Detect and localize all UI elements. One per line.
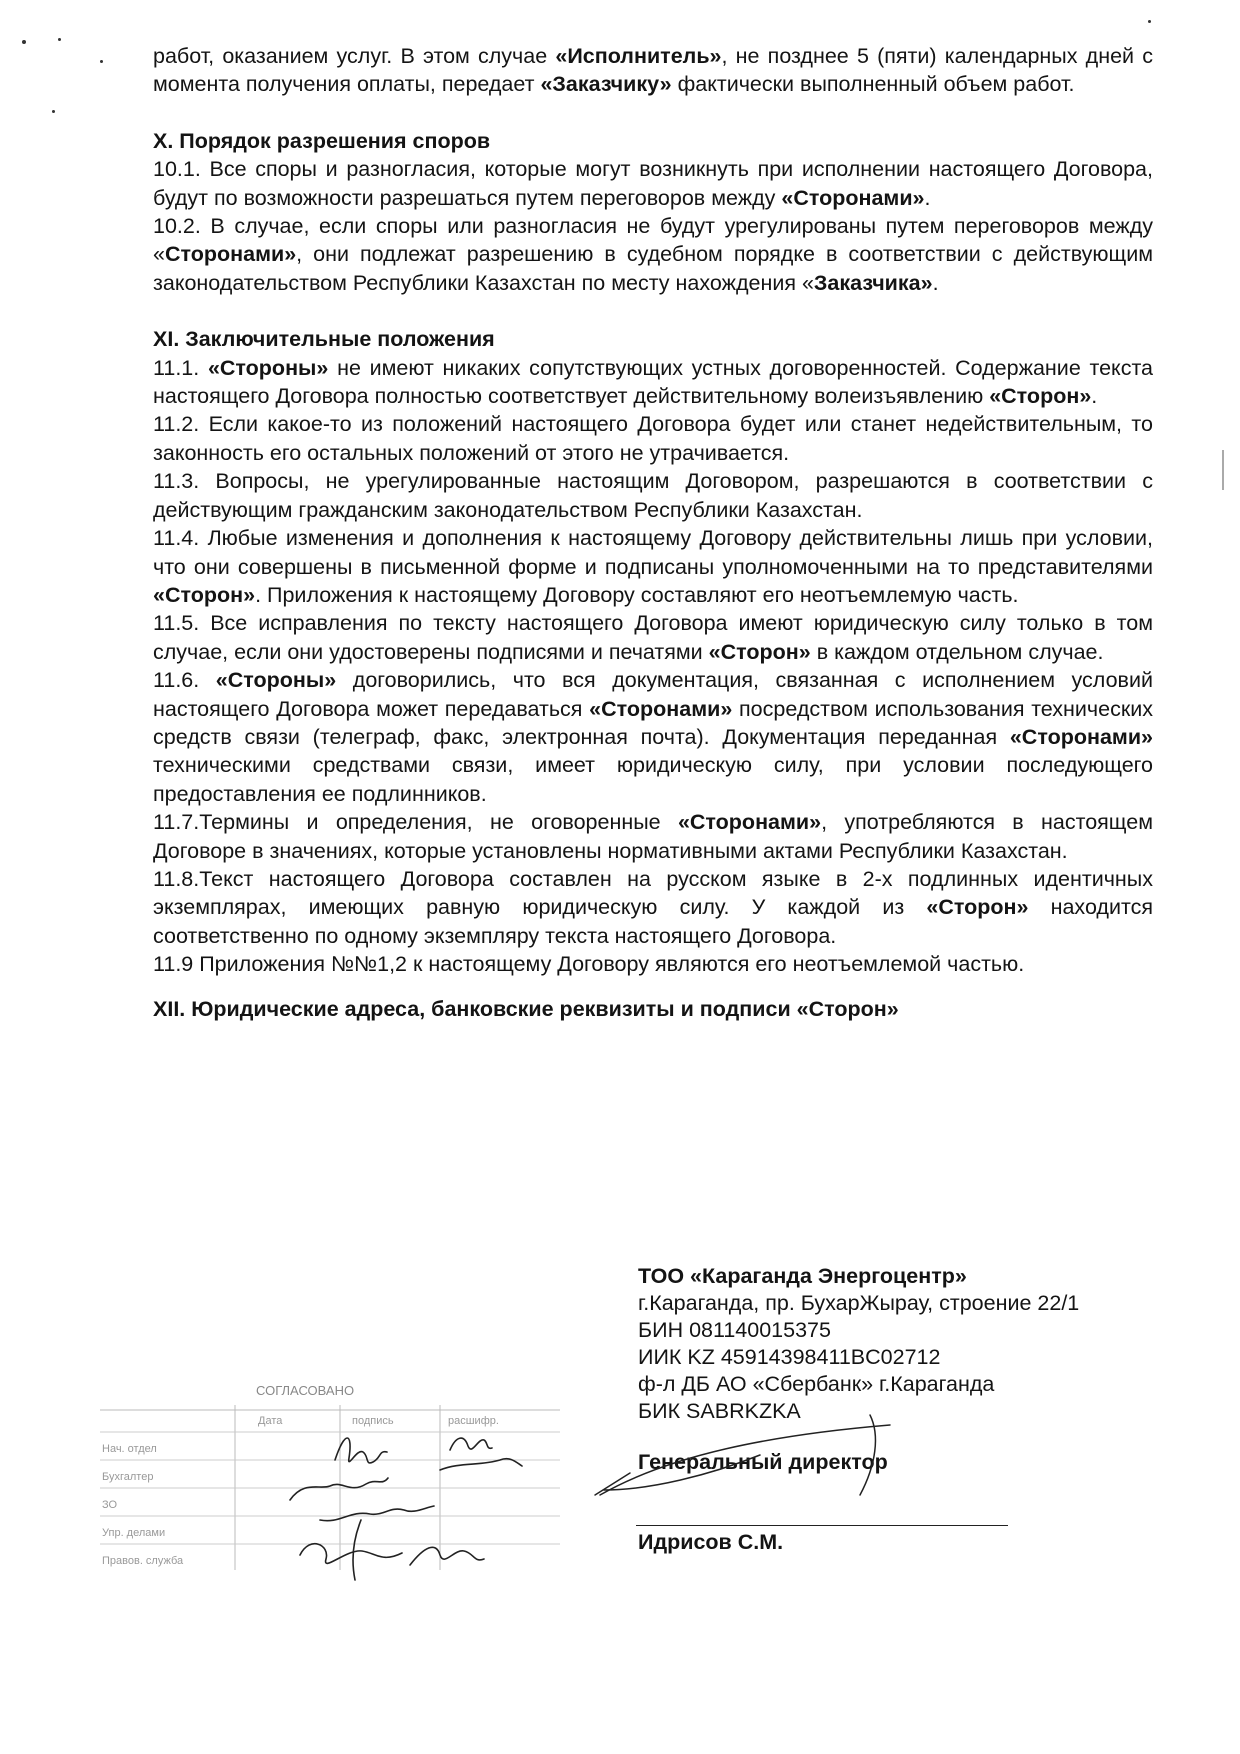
text-run: .	[1091, 384, 1098, 409]
text-run: 10.1. Все споры и разногласия, которые могут возникнуть при исполнении настоящего Договора, будут по возможности разрешаться путем переговоров между	[153, 157, 1153, 210]
stamp-row-5: Правов. служба	[102, 1555, 184, 1567]
stamp-title: СОГЛАСОВАНО	[256, 1383, 355, 1398]
paragraph-11-1	[153, 354, 1153, 411]
company-bik: БИК SABRKZKA	[638, 1399, 801, 1423]
director-signature	[590, 1395, 950, 1515]
bold-term: «Исполнитель»	[555, 44, 722, 68]
stamp-row-1: Нач. отдел	[102, 1443, 157, 1455]
paragraph-11-3	[153, 467, 1153, 524]
bold-term: «Сторон»	[708, 639, 811, 664]
scan-noise	[1222, 450, 1224, 490]
text-run: 11.6.	[153, 668, 216, 693]
scan-noise	[52, 110, 55, 113]
bold-term: «Сторонами»	[677, 810, 822, 835]
scan-noise	[58, 38, 61, 41]
paragraph-11-7	[153, 808, 1153, 865]
company-address: г.Караганда, пр. БухарЖырау, строение 22/1	[638, 1291, 1080, 1315]
stamp-col-name: расшифр.	[448, 1415, 499, 1427]
text-run: , употребляются в настоящем Договоре в значениях, которые установлены нормативными актами Республики Казахстан.	[153, 810, 1153, 863]
section-11-title: XI. Заключительные положения	[153, 327, 495, 352]
company-bin: БИН 081140015375	[638, 1318, 831, 1342]
text-run: находится соответственно по одному экземпляру текста настоящего Договора.	[153, 895, 1153, 948]
paragraph-11-4	[153, 524, 1153, 609]
stamp-col-date: Дата	[258, 1415, 283, 1427]
stamp-row-4: Упр. делами	[102, 1527, 166, 1539]
stamp-row-3: ЗО	[102, 1499, 118, 1511]
bold-term: «Стороны»	[207, 355, 329, 380]
text-run: 11.3. Вопросы, не урегулированные настоящим Договором, разрешаются в соответствии с действующим гражданским законодательством Республики Казахстан.	[153, 469, 1153, 522]
stamp-col-signature: подпись	[352, 1415, 394, 1427]
scan-noise	[1148, 20, 1151, 23]
text-run: 11.8.Текст настоящего Договора составлен на русском языке в 2-х подлинных идентичных экземплярах, имеющих равную юридическую силу. У каждой из	[153, 866, 1153, 920]
text-run: 11.7.Термины и определения, не оговоренные	[153, 810, 678, 835]
bold-term: Сторонами»	[164, 242, 297, 267]
text-run: 11.4. Любые изменения и дополнения к настоящему Договору действительны лишь при условии, что они совершены в письменной форме и подписаны уполномоченными на то представителями	[153, 526, 1153, 579]
text-run: договорились, что вся документация, связанная с исполнением условий настоящего Договора может передаваться	[153, 668, 1153, 721]
paragraph-11-9	[153, 950, 1153, 978]
bold-term: Заказчика»	[813, 270, 933, 295]
paragraph-10-2	[153, 212, 1153, 297]
text-run: , они подлежат разрешению в судебном порядке в соответствии с действующим законодательством Республики Казахстан по месту нахождения «	[153, 242, 1153, 295]
scan-noise	[22, 40, 26, 44]
paragraph-10-1	[153, 155, 1153, 212]
text-run: работ, оказанием услуг. В этом случае	[153, 44, 556, 68]
bold-term: «Сторонами»	[1009, 724, 1153, 749]
stamp-signatures	[290, 1438, 522, 1580]
text-run: 11.1.	[153, 355, 208, 380]
contract-text	[153, 42, 1153, 1023]
text-run: . Приложения к настоящему Договору составляют его неотъемлемую часть.	[255, 582, 1019, 607]
paragraph-top	[153, 42, 1153, 99]
bold-term: «Заказчику»	[540, 72, 672, 97]
bold-term: «Сторон»	[989, 384, 1092, 409]
bold-term: «Сторон»	[153, 582, 256, 607]
signature-line	[636, 1525, 1008, 1526]
paragraph-11-6	[153, 666, 1153, 808]
text-run: 11.2. Если какое-то из положений настоящего Договора будет или станет недействительным, то законность его остальных положений от этого не утрачивается.	[153, 412, 1153, 465]
text-run: посредством использования технических средств связи (телеграф, факс, электронная почта). Документация переданная	[153, 696, 1153, 749]
text-run: .	[924, 185, 931, 210]
text-run: не имеют никаких сопутствующих устных договоренностей. Содержание текста настоящего Договора полностью соответствует действительному волеизъявлению	[153, 355, 1154, 409]
company-bank: ф-л ДБ АО «Сбербанк» г.Караганда	[638, 1372, 995, 1396]
text-run: техническими средствами связи, имеет юридическую силу, при условии последующего предоставления ее подлинников.	[153, 753, 1153, 806]
bold-term: «Сторонами»	[781, 185, 925, 210]
approval-stamp	[90, 1350, 570, 1590]
bold-term: «Сторон»	[926, 895, 1029, 920]
text-run: фактически выполненный объем работ.	[671, 72, 1075, 97]
paragraph-11-5	[153, 609, 1153, 666]
section-12-title: XII. Юридические адреса, банковские реквизиты и подписи «Сторон»	[153, 996, 899, 1021]
paragraph-11-8	[153, 865, 1153, 950]
company-name: ТОО «Караганда Энергоцентр»	[638, 1264, 967, 1288]
text-run: 11.9 Приложения №№1,2 к настоящему Договору являются его неотъемлемой частью.	[153, 952, 1025, 977]
text-run: .	[932, 270, 939, 295]
bold-term: «Стороны»	[215, 668, 337, 693]
bold-term: «Сторонами»	[589, 696, 733, 721]
text-run: , не позднее 5 (пяти) календарных дней с момента получения оплаты, передает	[153, 44, 1153, 97]
stamp-row-2: Бухгалтер	[102, 1471, 154, 1483]
text-run: 11.5. Все исправления по тексту настоящего Договора имеют юридическую силу только в том случае, если они удостоверены подписями и печатями	[153, 611, 1153, 664]
director-name: Идрисов С.М.	[638, 1530, 784, 1554]
scan-noise	[100, 60, 103, 63]
paragraph-11-2	[153, 410, 1153, 467]
director-title: Генеральный директор	[638, 1450, 888, 1474]
text-run: в каждом отдельном случае.	[810, 639, 1104, 664]
section-10-title: X. Порядок разрешения споров	[153, 128, 491, 153]
text-run: 10.2. В случае, если споры или разногласия не будут урегулированы путем переговоров между «	[153, 214, 1153, 267]
company-iik: ИИК KZ 45914398411BC02712	[638, 1345, 941, 1369]
